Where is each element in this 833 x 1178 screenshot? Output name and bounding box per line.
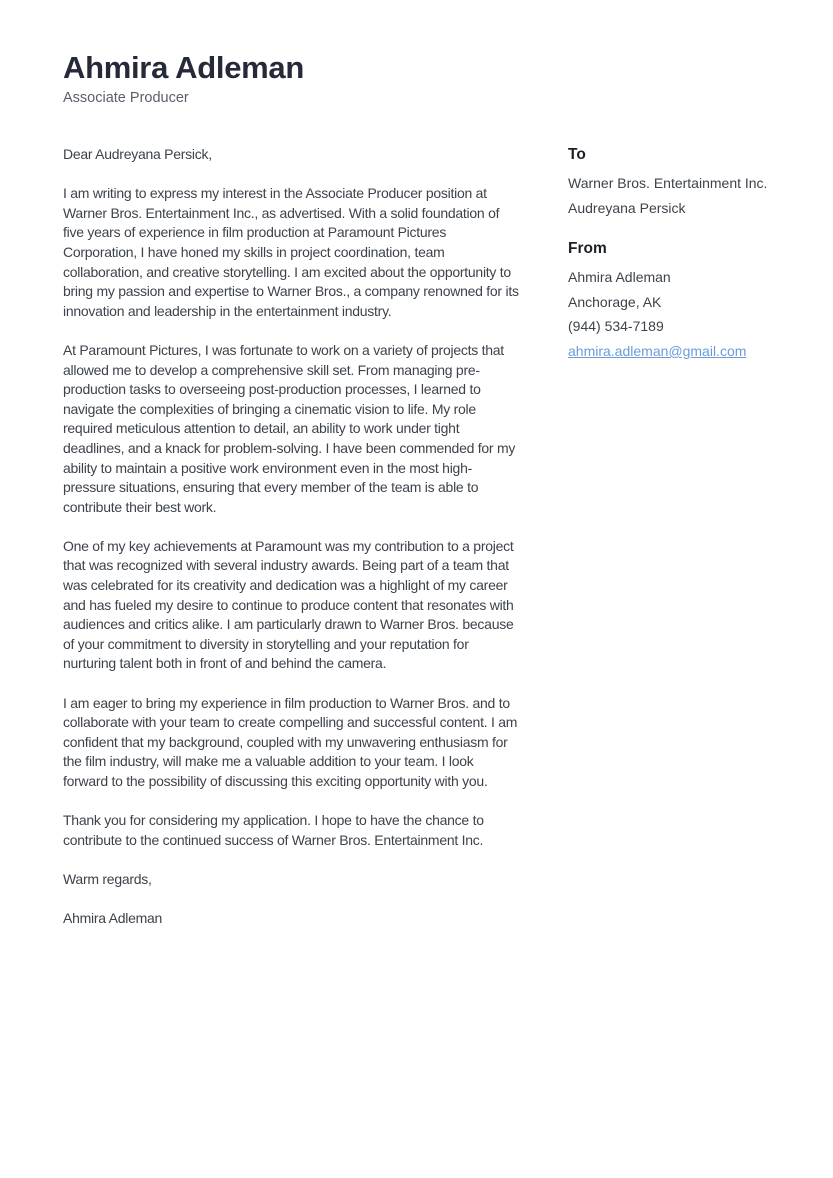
paragraph-3: One of my key achievements at Paramount was my contribution to a project that was recognized with several industry awards. Being part of a team that was celebrated for its creativity and dedication was a highlight of my career and has fueled my desire to continue to produce content that resonates with audiences and critics alike. I am particularly drawn to Warner Bros. because of your commitment to diversity in storytelling and your reputation for nurturing talent both in front of and behind the camera.	[63, 537, 514, 672]
applicant-name: Ahmira Adleman	[63, 50, 304, 85]
contact-sidebar	[568, 145, 818, 364]
from-phone: (944) 534-7189	[568, 318, 664, 335]
salutation: Dear Audreyana Persick,	[63, 146, 212, 162]
from-location: Anchorage, AK	[568, 293, 662, 310]
document-header	[63, 51, 563, 107]
letter-body	[63, 145, 522, 948]
to-company: Warner Bros. Entertainment Inc.	[568, 175, 768, 191]
paragraph-2: At Paramount Pictures, I was fortunate to work on a variety of projects that allowed me to develop a comprehensive skill set. From managing pre-production tasks to overseeing post-production processes, I learned to navigate the complexities of bringing a cinematic vision to life. My role required meticulous attention to detail, an ability to work under tight deadlines, and a knack for problem-solving. I have been commended for my ability to maintain a positive work environment even in the most high-pressure situations, ensuring that every member of the team is able to contribute their best work.	[63, 341, 516, 515]
from-email-link[interactable]: ahmira.adleman@gmail.com	[568, 342, 747, 359]
to-recipient: Audreyana Persick	[568, 199, 686, 216]
closing: Warm regards,	[63, 870, 152, 887]
from-heading: From	[568, 240, 607, 258]
to-heading: To	[568, 146, 586, 163]
paragraph-5: Thank you for considering my application. I hope to have the chance to contribute to the continued success of Warner Bros. Entertainment Inc.	[63, 812, 484, 848]
paragraph-1: I am writing to express my interest in the Associate Producer position at Warner Bros. Entertainment Inc., as advertised. With a solid foundation of five years of experience in film production at Paramount Pictures Corporation, I have honed my skills in project coordination, team collaboration, and creative storytelling. I am excited about the opportunity to bring my passion and expertise to Warner Bros., a company renowned for its innovation and leadership in the entertainment industry.	[63, 185, 519, 319]
applicant-role: Associate Producer	[63, 90, 189, 106]
signature: Ahmira Adleman	[63, 910, 163, 927]
paragraph-4: I am eager to bring my experience in film production to Warner Bros. and to collaborate with your team to create compelling and successful content. I am confident that my background, coupled with my unwavering enthusiasm for the film industry, will make me a valuable addition to your team. I look forward to the possibility of discussing this exciting opportunity with you.	[63, 694, 518, 789]
from-name: Ahmira Adleman	[568, 269, 671, 286]
